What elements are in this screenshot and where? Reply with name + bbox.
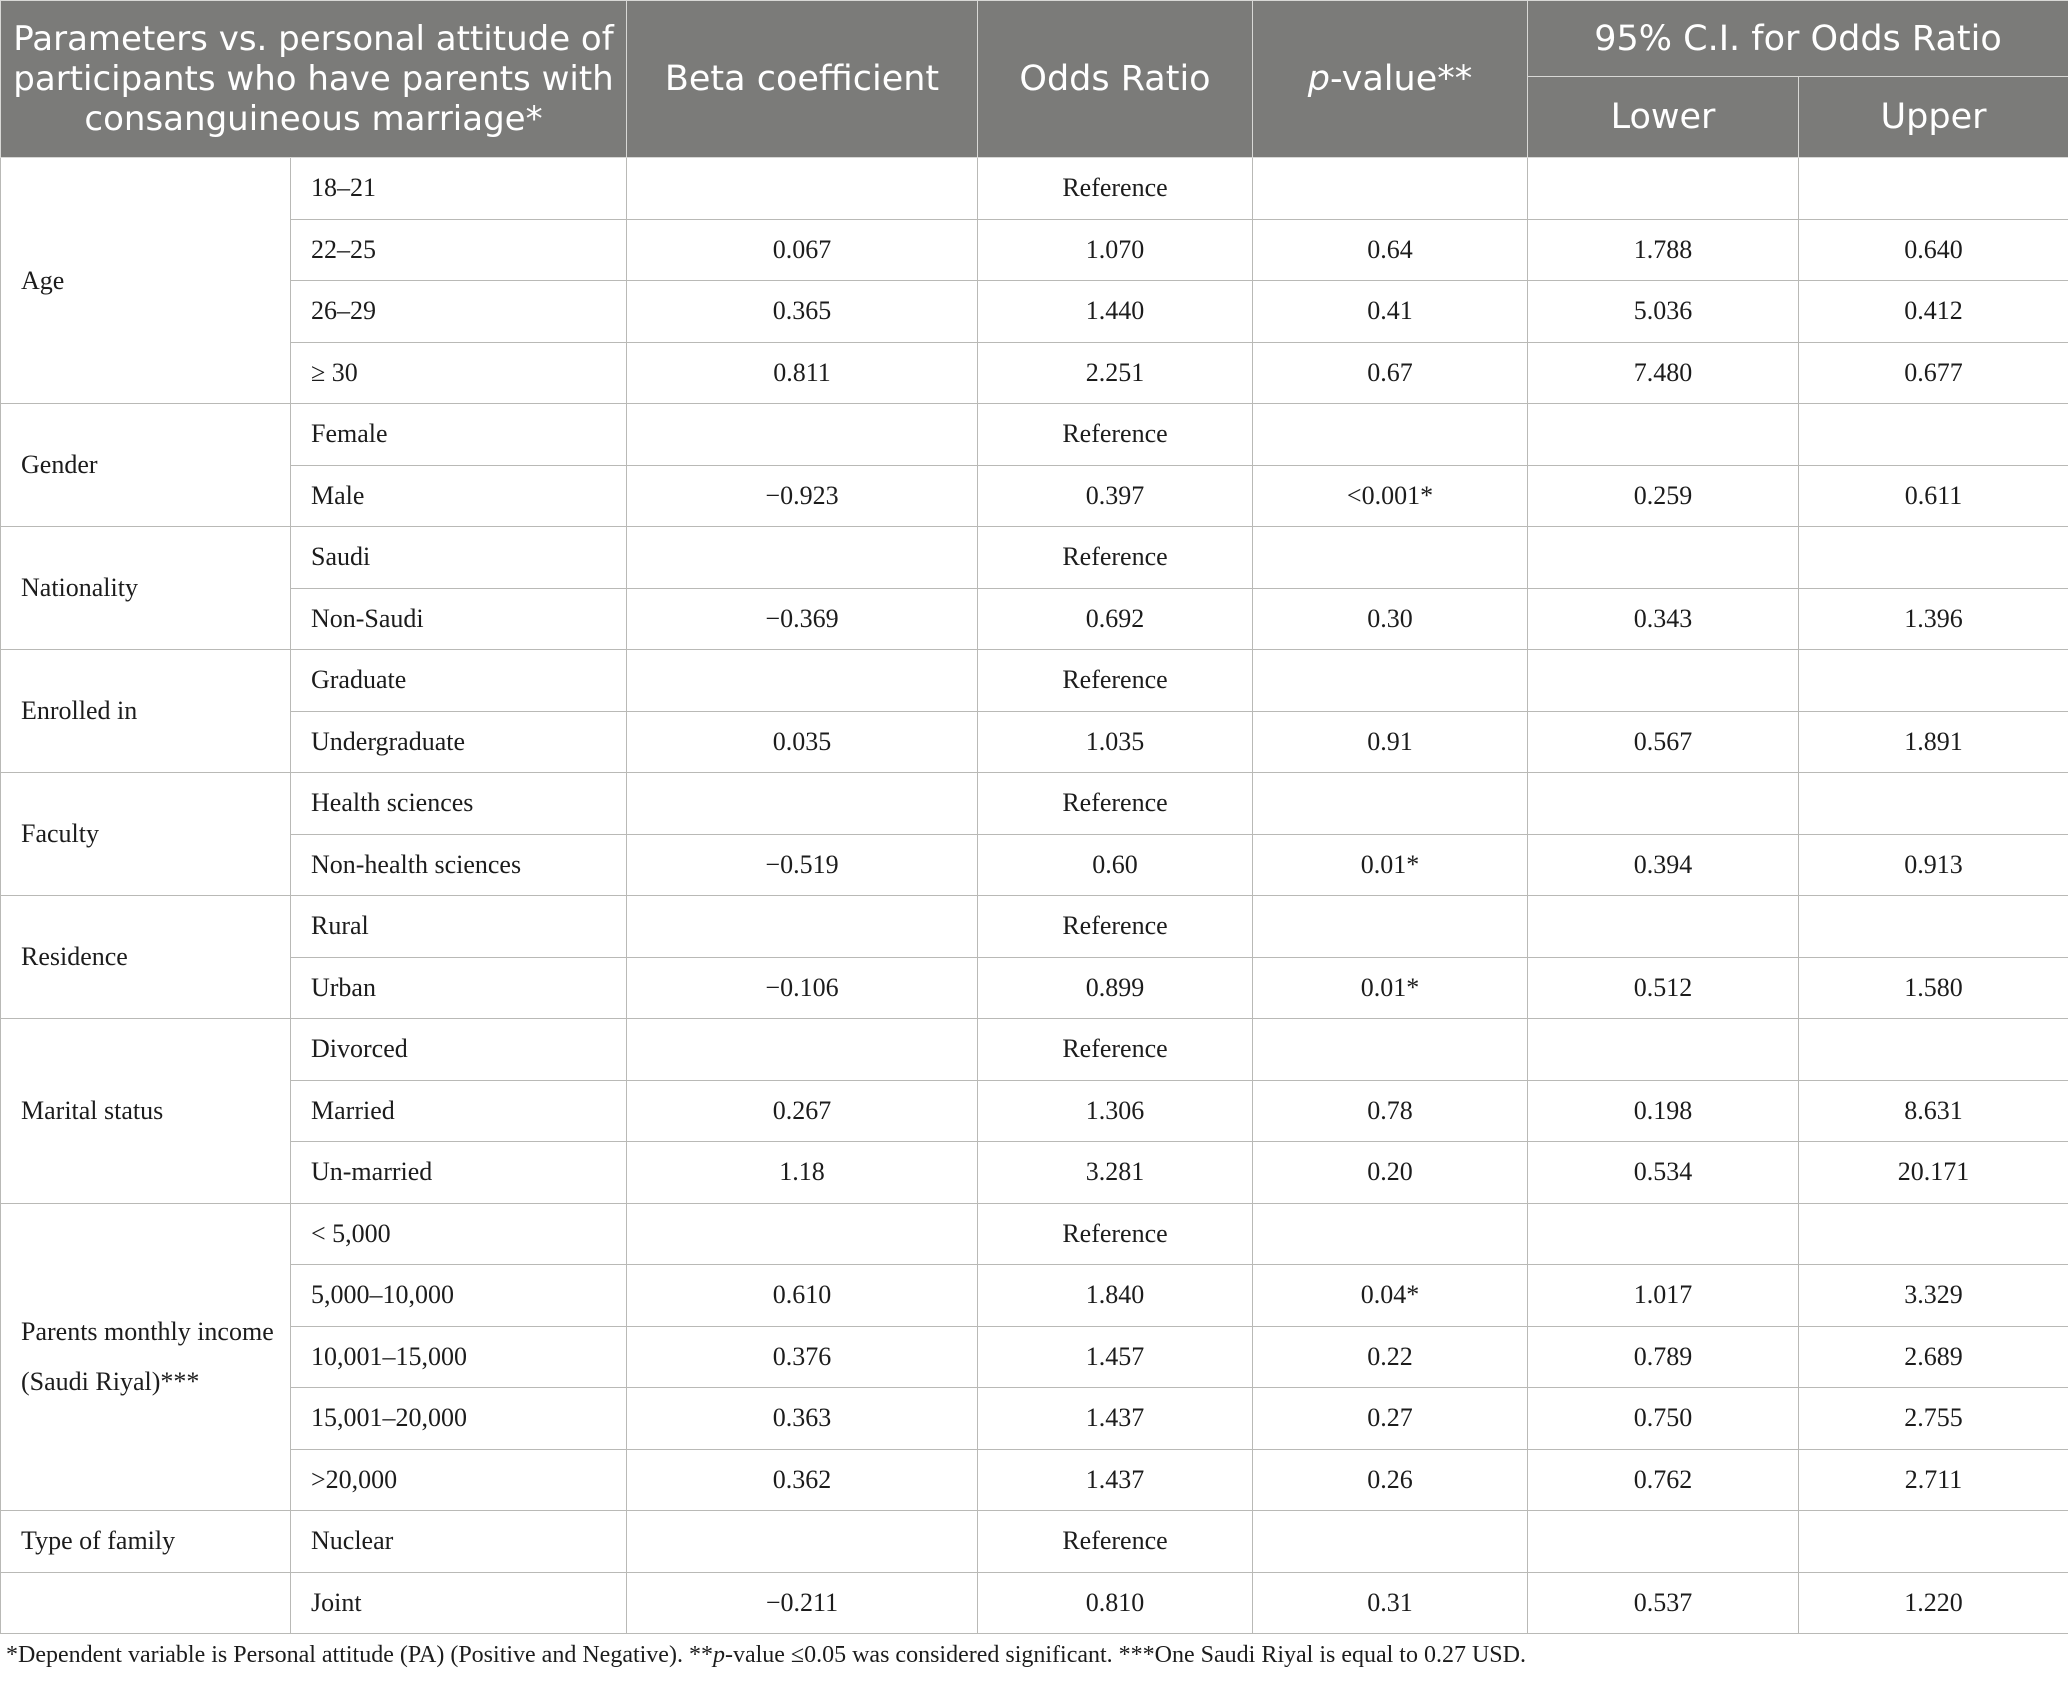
table-row	[1, 588, 2068, 650]
header-beta: Beta coefficient	[627, 1, 978, 158]
cell-odds-ratio: 1.070	[978, 219, 1253, 281]
cell-odds-ratio: 1.437	[978, 1449, 1253, 1511]
table-header	[1, 1, 2068, 158]
header-lower: Lower	[1528, 77, 1799, 158]
row-group-label: Parents monthly income (Saudi Riyal)***	[1, 1203, 291, 1511]
cell-level: Undergraduate	[291, 711, 627, 773]
table-row	[1, 957, 2068, 1019]
cell-ci-lower	[1528, 158, 1799, 220]
cell-level: Urban	[291, 957, 627, 1019]
cell-ci-lower: 0.762	[1528, 1449, 1799, 1511]
cell-odds-ratio: Reference	[978, 1203, 1253, 1265]
cell-odds-ratio: 0.692	[978, 588, 1253, 650]
cell-ci-lower: 0.394	[1528, 834, 1799, 896]
row-group-label: Faculty	[1, 773, 291, 896]
cell-odds-ratio: 1.437	[978, 1388, 1253, 1450]
header-p-rest: -value**	[1329, 59, 1473, 99]
footnote-part1: *Dependent variable is Personal attitude (PA) (Positive and Negative). **	[6, 1642, 713, 1668]
cell-p-value: 0.91	[1253, 711, 1528, 773]
cell-ci-lower: 0.534	[1528, 1142, 1799, 1204]
cell-level: 18–21	[291, 158, 627, 220]
cell-level: Health sciences	[291, 773, 627, 835]
table-row	[1, 1265, 2068, 1327]
cell-odds-ratio: 1.035	[978, 711, 1253, 773]
cell-ci-lower: 0.512	[1528, 957, 1799, 1019]
cell-odds-ratio: Reference	[978, 1511, 1253, 1573]
table-row	[1, 465, 2068, 527]
cell-ci-upper: 0.412	[1799, 281, 2068, 343]
cell-ci-upper: 2.689	[1799, 1326, 2068, 1388]
table-row	[1, 834, 2068, 896]
cell-p-value: 0.78	[1253, 1080, 1528, 1142]
header-ci-group: 95% C.I. for Odds Ratio	[1528, 1, 2068, 77]
cell-ci-upper	[1799, 650, 2068, 712]
table-row	[1, 1326, 2068, 1388]
cell-odds-ratio: 3.281	[978, 1142, 1253, 1204]
header-parameters: Parameters vs. personal attitude of participants who have parents with consanguineous marriage*	[1, 1, 627, 158]
table-row	[1, 404, 2068, 466]
cell-ci-upper: 2.711	[1799, 1449, 2068, 1511]
cell-beta: 0.811	[627, 342, 978, 404]
cell-beta	[627, 1511, 978, 1573]
cell-ci-upper	[1799, 1203, 2068, 1265]
table-row	[1, 527, 2068, 589]
cell-ci-upper	[1799, 527, 2068, 589]
cell-p-value	[1253, 404, 1528, 466]
cell-p-value: 0.67	[1253, 342, 1528, 404]
cell-beta: 0.363	[627, 1388, 978, 1450]
cell-ci-upper	[1799, 896, 2068, 958]
cell-beta: −0.211	[627, 1572, 978, 1634]
cell-p-value: 0.64	[1253, 219, 1528, 281]
cell-beta	[627, 158, 978, 220]
cell-beta: 1.18	[627, 1142, 978, 1204]
cell-level: Un-married	[291, 1142, 627, 1204]
cell-odds-ratio: Reference	[978, 650, 1253, 712]
cell-odds-ratio: 1.440	[978, 281, 1253, 343]
cell-level: 15,001–20,000	[291, 1388, 627, 1450]
table-row	[1, 1388, 2068, 1450]
cell-p-value: 0.27	[1253, 1388, 1528, 1450]
table-row	[1, 1449, 2068, 1511]
cell-level: < 5,000	[291, 1203, 627, 1265]
cell-ci-upper: 1.220	[1799, 1572, 2068, 1634]
cell-odds-ratio: 0.397	[978, 465, 1253, 527]
cell-ci-lower	[1528, 896, 1799, 958]
cell-p-value	[1253, 896, 1528, 958]
table-row	[1, 650, 2068, 712]
row-group-label: Gender	[1, 404, 291, 527]
cell-level: 5,000–10,000	[291, 1265, 627, 1327]
cell-p-value	[1253, 1511, 1528, 1573]
cell-p-value: 0.20	[1253, 1142, 1528, 1204]
row-group-label: Residence	[1, 896, 291, 1019]
cell-p-value: 0.01*	[1253, 957, 1528, 1019]
cell-beta	[627, 527, 978, 589]
cell-ci-lower	[1528, 1203, 1799, 1265]
cell-beta	[627, 650, 978, 712]
table-row	[1, 1142, 2068, 1204]
cell-odds-ratio: 1.840	[978, 1265, 1253, 1327]
cell-beta	[627, 1203, 978, 1265]
cell-odds-ratio: Reference	[978, 896, 1253, 958]
cell-beta: 0.376	[627, 1326, 978, 1388]
table-row	[1, 1572, 2068, 1634]
header-p-italic: p	[1307, 59, 1330, 99]
cell-odds-ratio: Reference	[978, 773, 1253, 835]
cell-odds-ratio: 0.899	[978, 957, 1253, 1019]
table-row	[1, 896, 2068, 958]
table-row	[1, 773, 2068, 835]
cell-beta: −0.519	[627, 834, 978, 896]
footnote-p-italic: p	[712, 1642, 725, 1668]
cell-beta	[627, 404, 978, 466]
cell-ci-lower: 5.036	[1528, 281, 1799, 343]
header-upper: Upper	[1799, 77, 2068, 158]
cell-p-value: 0.26	[1253, 1449, 1528, 1511]
cell-level: Rural	[291, 896, 627, 958]
cell-ci-lower	[1528, 1511, 1799, 1573]
cell-level: ≥ 30	[291, 342, 627, 404]
cell-beta: 0.362	[627, 1449, 978, 1511]
cell-level: 26–29	[291, 281, 627, 343]
cell-ci-upper: 3.329	[1799, 1265, 2068, 1327]
table-row	[1, 1511, 2068, 1573]
cell-ci-upper	[1799, 1019, 2068, 1081]
cell-level: Graduate	[291, 650, 627, 712]
cell-p-value	[1253, 650, 1528, 712]
cell-ci-upper: 0.640	[1799, 219, 2068, 281]
header-p-value	[1253, 1, 1528, 158]
cell-ci-lower: 0.537	[1528, 1572, 1799, 1634]
cell-p-value	[1253, 527, 1528, 589]
table-row	[1, 1080, 2068, 1142]
cell-odds-ratio: Reference	[978, 404, 1253, 466]
cell-odds-ratio: 1.306	[978, 1080, 1253, 1142]
row-group-label: Enrolled in	[1, 650, 291, 773]
row-group-label	[1, 1572, 291, 1634]
cell-level: Non-health sciences	[291, 834, 627, 896]
cell-ci-upper: 0.611	[1799, 465, 2068, 527]
cell-level: 22–25	[291, 219, 627, 281]
cell-beta: 0.067	[627, 219, 978, 281]
cell-ci-upper: 2.755	[1799, 1388, 2068, 1450]
cell-beta: 0.365	[627, 281, 978, 343]
cell-odds-ratio: Reference	[978, 1019, 1253, 1081]
cell-odds-ratio: 1.457	[978, 1326, 1253, 1388]
cell-ci-lower: 0.789	[1528, 1326, 1799, 1388]
table-row	[1, 281, 2068, 343]
table-row	[1, 711, 2068, 773]
cell-ci-lower: 1.017	[1528, 1265, 1799, 1327]
cell-odds-ratio: 0.810	[978, 1572, 1253, 1634]
row-group-label: Age	[1, 158, 291, 404]
row-group-label: Nationality	[1, 527, 291, 650]
cell-ci-lower: 0.259	[1528, 465, 1799, 527]
row-group-label: Marital status	[1, 1019, 291, 1204]
cell-ci-upper	[1799, 158, 2068, 220]
cell-ci-lower: 1.788	[1528, 219, 1799, 281]
cell-level: >20,000	[291, 1449, 627, 1511]
cell-odds-ratio: Reference	[978, 527, 1253, 589]
cell-p-value	[1253, 1203, 1528, 1265]
cell-p-value: 0.41	[1253, 281, 1528, 343]
cell-p-value: 0.30	[1253, 588, 1528, 650]
cell-ci-lower: 7.480	[1528, 342, 1799, 404]
cell-p-value	[1253, 1019, 1528, 1081]
cell-level: Saudi	[291, 527, 627, 589]
table-row	[1, 342, 2068, 404]
cell-ci-lower: 0.750	[1528, 1388, 1799, 1450]
cell-beta	[627, 1019, 978, 1081]
cell-beta: −0.369	[627, 588, 978, 650]
cell-beta: −0.923	[627, 465, 978, 527]
cell-ci-lower	[1528, 650, 1799, 712]
cell-beta: 0.267	[627, 1080, 978, 1142]
cell-beta	[627, 896, 978, 958]
cell-beta: 0.610	[627, 1265, 978, 1327]
cell-beta: 0.035	[627, 711, 978, 773]
cell-p-value: <0.001*	[1253, 465, 1528, 527]
cell-ci-upper	[1799, 404, 2068, 466]
cell-level: Female	[291, 404, 627, 466]
cell-ci-lower: 0.198	[1528, 1080, 1799, 1142]
table-row	[1, 1019, 2068, 1081]
cell-ci-lower: 0.567	[1528, 711, 1799, 773]
cell-level: Divorced	[291, 1019, 627, 1081]
row-group-label: Type of family	[1, 1511, 291, 1573]
cell-p-value: 0.04*	[1253, 1265, 1528, 1327]
cell-ci-lower	[1528, 773, 1799, 835]
cell-ci-upper: 1.580	[1799, 957, 2068, 1019]
cell-beta	[627, 773, 978, 835]
cell-ci-upper: 1.396	[1799, 588, 2068, 650]
table-row	[1, 1203, 2068, 1265]
cell-ci-upper: 0.913	[1799, 834, 2068, 896]
cell-odds-ratio: 2.251	[978, 342, 1253, 404]
cell-ci-lower	[1528, 1019, 1799, 1081]
cell-beta: −0.106	[627, 957, 978, 1019]
cell-level: Non-Saudi	[291, 588, 627, 650]
cell-ci-upper	[1799, 1511, 2068, 1573]
cell-ci-upper: 20.171	[1799, 1142, 2068, 1204]
table-footnote	[6, 1642, 1526, 1669]
cell-p-value: 0.01*	[1253, 834, 1528, 896]
cell-level: Nuclear	[291, 1511, 627, 1573]
cell-odds-ratio: Reference	[978, 158, 1253, 220]
cell-ci-lower	[1528, 527, 1799, 589]
cell-p-value: 0.22	[1253, 1326, 1528, 1388]
cell-level: Married	[291, 1080, 627, 1142]
table-row	[1, 158, 2068, 220]
cell-p-value	[1253, 158, 1528, 220]
table-row	[1, 219, 2068, 281]
cell-odds-ratio: 0.60	[978, 834, 1253, 896]
cell-ci-lower	[1528, 404, 1799, 466]
cell-ci-upper: 1.891	[1799, 711, 2068, 773]
cell-ci-lower: 0.343	[1528, 588, 1799, 650]
cell-level: 10,001–15,000	[291, 1326, 627, 1388]
cell-p-value: 0.31	[1253, 1572, 1528, 1634]
cell-level: Male	[291, 465, 627, 527]
cell-level: Joint	[291, 1572, 627, 1634]
cell-ci-upper: 8.631	[1799, 1080, 2068, 1142]
table-body	[1, 158, 2068, 1634]
cell-ci-upper: 0.677	[1799, 342, 2068, 404]
cell-p-value	[1253, 773, 1528, 835]
cell-ci-upper	[1799, 773, 2068, 835]
footnote-part2: -value ≤0.05 was considered significant. ***One Saudi Riyal is equal to 0.27 USD.	[724, 1642, 1526, 1668]
header-odds-ratio: Odds Ratio	[978, 1, 1253, 158]
